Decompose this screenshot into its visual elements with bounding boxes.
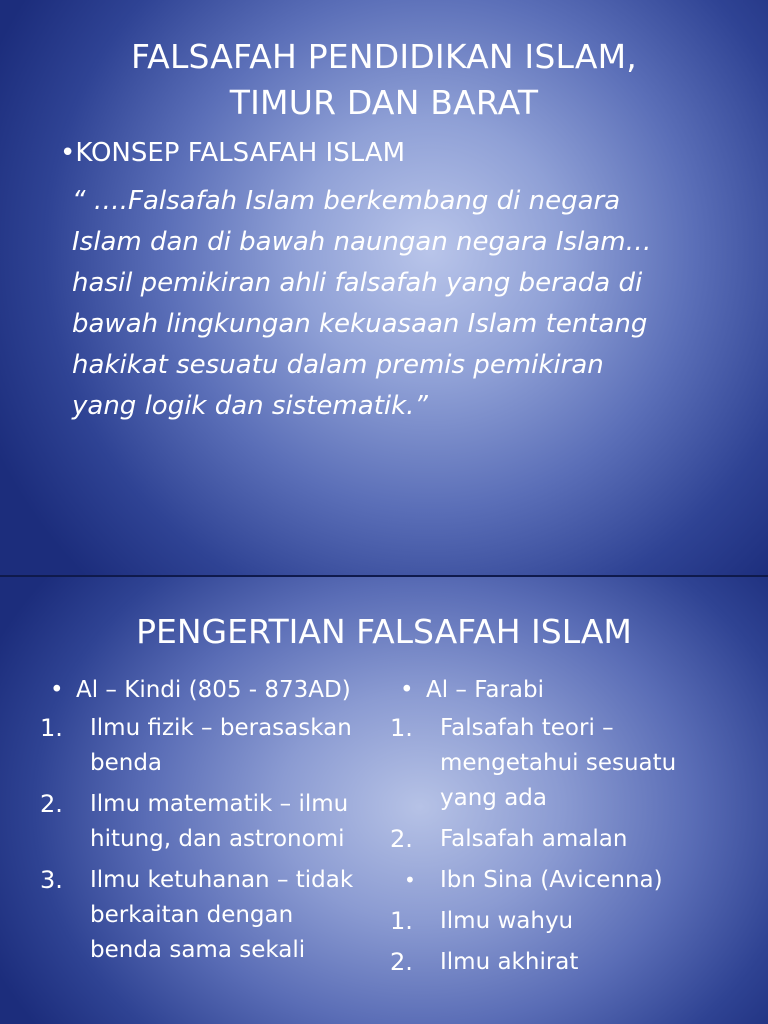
bullet-icon: • (400, 677, 414, 703)
item-number: 2. (40, 790, 63, 818)
al-kindi-column (40, 675, 380, 974)
quote-line: hasil pemikiran ahli falsafah yang berada di (72, 268, 643, 298)
al-farabi-heading (390, 675, 760, 705)
slide-2 (0, 577, 768, 1024)
item-line: berkaitan dengan (90, 902, 294, 928)
al-farabi-column (390, 675, 760, 986)
heading-text: Al – Kindi (805 - 873AD) (76, 677, 351, 703)
quote-text (72, 181, 722, 427)
item-line: Ilmu ketuhanan – tidak (90, 867, 354, 893)
quote-line: bawah lingkungan kekuasaan Islam tentang (72, 309, 648, 339)
bullet-icon: • (50, 677, 64, 703)
item-line: Ilmu fizik – berasaskan (90, 715, 352, 741)
item-line: Falsafah teori – (440, 715, 614, 741)
al-kindi-heading (40, 675, 380, 705)
list-item (390, 945, 760, 980)
item-number: 2. (390, 825, 413, 853)
list-item (40, 787, 380, 857)
quote-line: Islam dan di bawah naungan negara Islam… (72, 227, 652, 257)
item-number: 1. (390, 714, 413, 742)
list-item (390, 711, 760, 816)
list-item (40, 863, 380, 968)
title-line-2: TIMUR DAN BARAT (229, 83, 539, 122)
quote-line: yang logik dan sistematik.” (72, 391, 428, 421)
slide-1-title (0, 34, 768, 126)
ibn-sina-heading (390, 863, 760, 898)
item-number: 1. (390, 907, 413, 935)
item-number: 2. (390, 948, 413, 976)
quote-line: hakikat sesuatu dalam premis pemikiran (72, 350, 604, 380)
list-item (390, 904, 760, 939)
slide-2-title: PENGERTIAN FALSAFAH ISLAM (136, 612, 632, 651)
item-line: Ilmu akhirat (440, 949, 579, 975)
item-line: Falsafah amalan (440, 826, 628, 852)
item-number: 3. (40, 866, 63, 894)
item-line: yang ada (440, 785, 547, 811)
bullet-icon: • (404, 868, 416, 892)
concept-bullet: •KONSEP FALSAFAH ISLAM (60, 138, 406, 168)
item-line: hitung, dan astronomi (90, 826, 345, 852)
item-line: benda sama sekali (90, 937, 306, 963)
quote-line: “ ….Falsafah Islam berkembang di negara (72, 186, 621, 216)
heading-text: Ibn Sina (Avicenna) (440, 867, 663, 893)
list-item (40, 711, 380, 781)
heading-text: Al – Farabi (426, 677, 544, 703)
title-line-1: FALSAFAH PENDIDIKAN ISLAM, (131, 37, 637, 76)
list-item (390, 822, 760, 857)
item-line: mengetahui sesuatu (440, 750, 677, 776)
item-line: benda (90, 750, 163, 776)
item-line: Ilmu matematik – ilmu (90, 791, 349, 817)
item-line: Ilmu wahyu (440, 908, 574, 934)
item-number: 1. (40, 714, 63, 742)
